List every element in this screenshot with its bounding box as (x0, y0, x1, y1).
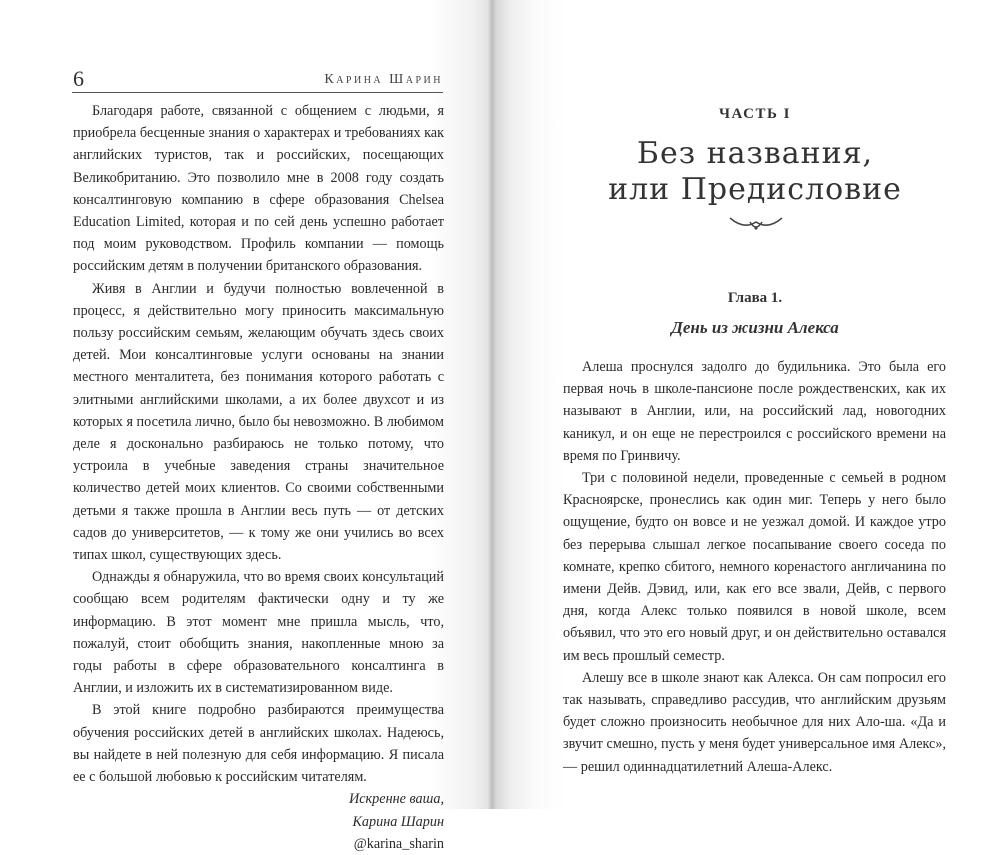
part-title-line: или Предисловие (608, 172, 902, 207)
chapter-label: Глава 1. (727, 290, 783, 306)
signature-closing: Искренне ваша, (349, 791, 444, 808)
paragraph: Живя в Англии и будучи полностью вовлеченной в процесс, я действительно могу приносить максимальную пользу российским семьям, желающим обучать здесь своих детей. Мои консалтинговые услуги основаны на знании местного менталитета, без понимания которого работать с элитными английскими школами, а их более двухсот и из которых я посетила лично, было бы невозможно. В любимом деле я досконально разбираюсь не только потому, что устроила в учебные заведения страны значительное количество детей моих клиентов. Со своими собственными детьми я также прошла в Англии весь путь — от детских садов до университетов, — к тому же они учились во всех типах школ, существующих здесь. (73, 280, 444, 564)
book-gutter (488, 0, 496, 809)
paragraph: Однажды я обнаружила, что во время своих консультаций сообщаю всем родителям фактически одну и ту же информацию. В этот момент мне пришла мысль, что, пожалуй, стоит обобщить знания, накопленные мною за годы работы в сфере образовательного консалтинга в Англии, и изложить их в систематизированном виде. (73, 569, 444, 697)
part-title (560, 136, 950, 208)
part-label: ЧАСТЬ I (719, 106, 791, 122)
signature-handle: @karina_sharin (353, 835, 444, 852)
paragraph: Алеша проснулся задолго до будильника. Это была его первая ночь в школе-пансионе после рождественских, как их называют в Англии, или, на российский лад, новогодних каникул, и он еще не перестроился с российского времени на время по Гринвичу. (563, 359, 946, 464)
paragraph: В этой книге подробно разбираются преимущества обучения российских детей в английских школах. Надеюсь, вы найдете в ней полезную для себя информацию. Я писала ее с большой любовью к российским читателям. (73, 702, 444, 786)
chapter-title: День из жизни Алекса (671, 318, 839, 337)
header-rule (72, 92, 443, 93)
right-page-body (563, 356, 946, 778)
paragraph: Три с половиной недели, проведенные с семьей в родном Красноярске, пронеслись как один миг. Теперь у него было ощущение, будто он вовсе и не уезжал домой. И каждое утро без перерыва слышал легкое посапывание своего соседа по комнате, крепко сбитого, немного коренастого англичанина по имени Дейв. Дэвид, или, как его все звали, Дейв, с первого дня, когда Алекс только появился в новой школе, всем объявил, что это его новый друг, и он действительно оставался им весь прошлый семестр. (563, 470, 946, 664)
left-page (0, 0, 488, 852)
left-page-body (73, 100, 444, 855)
running-head-author: Карина Шарин (324, 72, 443, 87)
paragraph: Алешу все в школе знают как Алекса. Он сам попросил его так называть, справедливо рассудив, что английским друзьям будет сложно произносить необычное для них Ало-ша. «Да и звучит смешно, пусть у меня будет универсальное имя Алекс», — решил одиннадцатилетний Алеша-Алекс. (563, 669, 946, 775)
page-number: 6 (73, 66, 84, 91)
paragraph: Благодаря работе, связанной с общением с людьми, я приобрела бесценные знания о характерах и требованиях как английских туристов, так и российских, посещающих Великобританию. Это позволило мне в 2008 году создать консалтинговую компанию в сфере образования Chelsea Education Limited, которая и по сей день успешно работает под моим руководством. Профиль компании — помощь российским детям в получении британского образования. (73, 103, 444, 275)
part-title-line: Без названия, (636, 136, 874, 171)
signature-name: Карина Шарин (352, 813, 444, 830)
ornament-divider-icon (726, 212, 786, 234)
